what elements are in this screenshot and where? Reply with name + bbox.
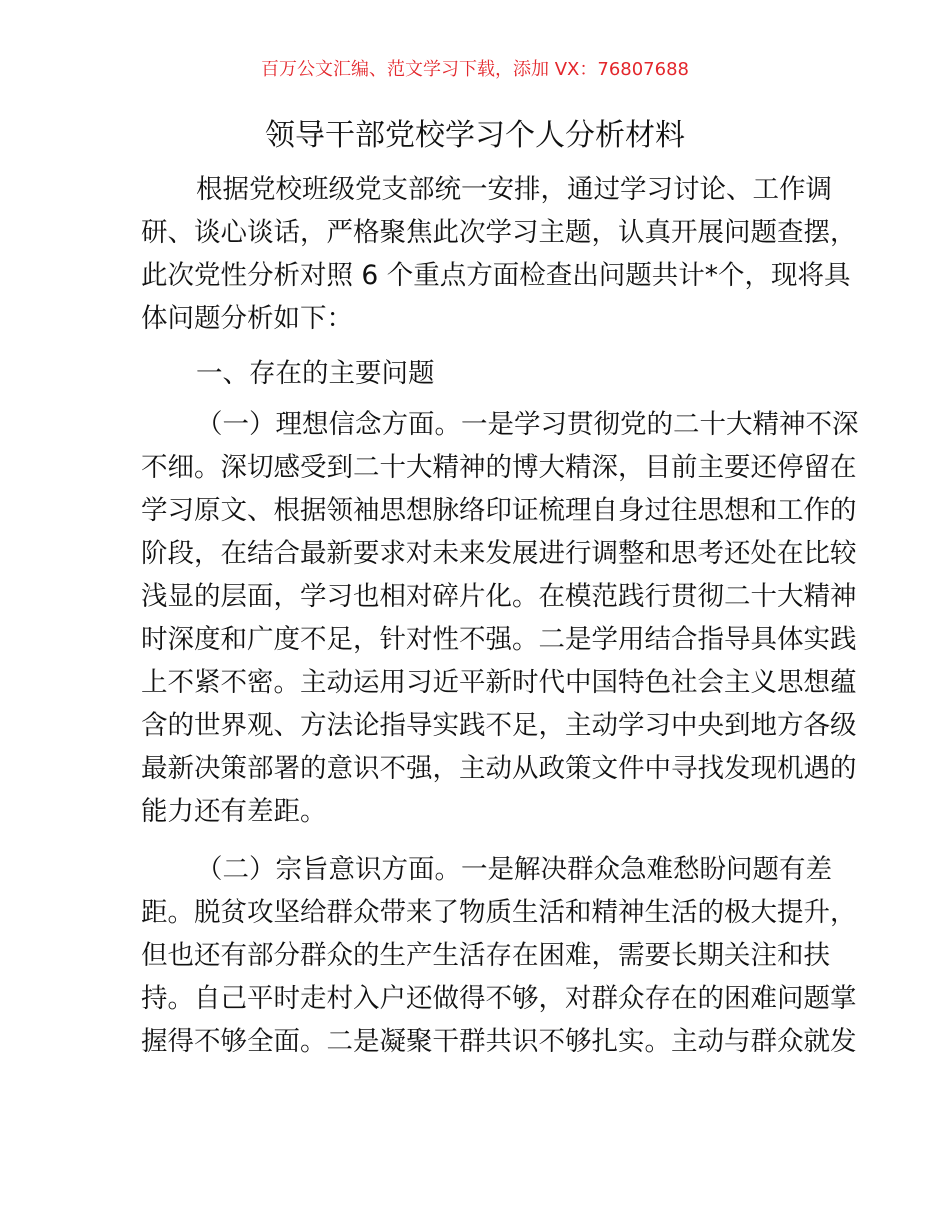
section-heading: 一、存在的主要问题 [196,358,435,389]
paragraph-ideals [141,403,859,833]
text-line: 阶段，在结合最新要求对未来发展进行调整和思考还处在比较 [141,538,857,569]
document-title: 领导干部党校学习个人分析材料 [265,118,685,153]
text-line: 学习原文、根据领袖思想脉络印证梳理自身过往思想和工作的 [141,495,857,526]
paragraph-purpose [141,848,857,1063]
text-line: 不细。深切感受到二十大精神的博大精深，目前主要还停留在 [141,452,857,483]
text-line: 此次党性分析对照 6 个重点方面检查出问题共计*个，现将具 [141,260,851,291]
watermark-banner: 百万公文汇编、范文学习下载，添加 VX：76807688 [261,59,689,80]
text-line: 根据党校班级党支部统一安排，通过学习讨论、工作调 [196,174,832,205]
text-line: 上不紧不密。主动运用习近平新时代中国特色社会主义思想蕴 [141,667,857,698]
text-line: 浅显的层面，学习也相对碎片化。在模范践行贯彻二十大精神 [141,581,857,612]
text-line: 但也还有部分群众的生产生活存在困难，需要长期关注和扶 [141,940,830,971]
text-line: 含的世界观、方法论指导实践不足，主动学习中央到地方各级 [141,710,857,741]
intro-paragraph [141,168,857,340]
section-heading-block [141,352,813,395]
text-line: 距。脱贫攻坚给群众带来了物质生活和精神生活的极大提升， [141,897,857,928]
text-line: 时深度和广度不足，针对性不强。二是学用结合指导具体实践 [141,624,857,655]
text-line: 能力还有差距。 [141,796,327,827]
text-line: 持。自己平时走村入户还做得不够，对群众存在的困难问题掌 [141,983,857,1014]
text-line: 最新决策部署的意识不强，主动从政策文件中寻找发现机遇的 [141,753,857,784]
text-line: 握得不够全面。二是凝聚干群共识不够扎实。主动与群众就发 [141,1026,857,1057]
text-line: 体问题分析如下： [141,303,353,334]
text-line: （二）宗旨意识方面。一是解决群众急难愁盼问题有差 [196,854,832,885]
text-line: 研、谈心谈话，严格聚焦此次学习主题，认真开展问题查摆， [141,217,857,248]
text-line: （一）理想信念方面。一是学习贯彻党的二十大精神不深 [196,409,859,440]
